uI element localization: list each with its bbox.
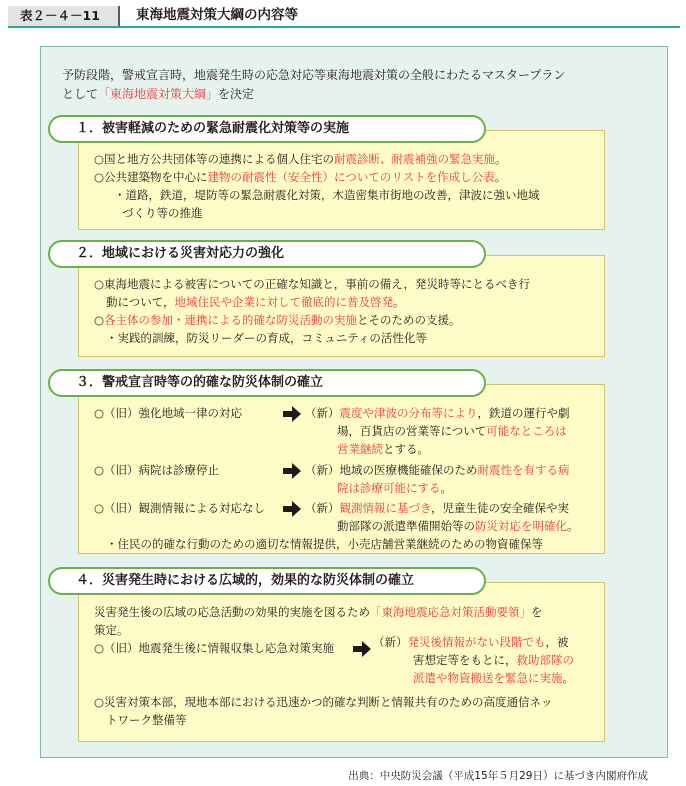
section-3-new-2-line-2: 院は診療可能にする。 xyxy=(337,481,452,495)
section-2-line-4: ・実践的訓練，防災リーダーの育成，コミュニティの活性化等 xyxy=(106,331,427,345)
section-2-title: ２．地域における災害対応力の強化 xyxy=(48,240,486,268)
section-4-line-2: 策定。 xyxy=(94,623,129,637)
section-3-new-1-line-3: 営業継続とする。 xyxy=(337,442,429,456)
table-title: 東海地震対策大綱の内容等 xyxy=(136,7,298,23)
section-2-line-1: ○東海地震による被害についての正確な知識と，事前の備え，発災時等にとるべき行 xyxy=(94,277,530,291)
table-header xyxy=(0,0,686,32)
section-3-new-3-line-1: （新）観測情報に基づき，児童生徒の安全確保や実 xyxy=(305,501,570,515)
section-4-new-line-3: 派遣や物資搬送を緊急に実施。 xyxy=(413,671,574,685)
section-3-new-2-line-1: （新）地域の医療機能確保のため耐震性を有する病 xyxy=(305,463,570,477)
section-4-last-line-1: ○災害対策本部，現地本部における迅速かつ的確な判断と情報共有のための高度通信ネッ xyxy=(94,695,553,709)
section-4-new-line-1: （新）発災後情報がない段階でも，被 xyxy=(373,635,569,649)
intro-line-1: 予防段階，警戒宣言時，地震発生時の応急対応等東海地震対策の全般にわたるマスタープラン xyxy=(62,68,566,82)
intro-highlight: 「東海地震対策大綱」 xyxy=(98,87,219,101)
section-3-title: ３．警戒宣言時等の的確な防災体制の確立 xyxy=(48,369,486,397)
section-4-line-1: 災害発生後の広域の応急活動の効果的実施を図るため「東海地震応急対策活動要領」を xyxy=(94,605,543,619)
table-number-tab xyxy=(8,6,120,26)
section-1-line-4: づくり等の推進 xyxy=(122,206,203,220)
section-3-old-1: ○（旧）強化地域一律の対応 xyxy=(94,406,243,420)
right-arrow-icon xyxy=(283,501,301,517)
header-divider xyxy=(8,26,680,28)
intro-line-2: として「東海地震対策大綱」を決定 xyxy=(62,87,255,101)
section-3-new-1-line-2: 場，百貨店の営業等について可能なところは xyxy=(337,424,567,438)
section-1-line-3: ・道路，鉄道，堤防等の緊急耐震化対策，木造密集市街地の改善，津波に強い地域 xyxy=(114,188,540,202)
intro-text xyxy=(62,66,652,104)
section-4-old: ○（旧）地震発生後に情報収集し応急対策実施 xyxy=(94,641,335,655)
section-3-old-2: ○（旧）病院は診療停止 xyxy=(94,463,220,477)
section-4-last-line-2: トワーク整備等 xyxy=(106,713,187,727)
section-2-line-2: 動について，地域住民や企業に対して徹底的に普及啓発。 xyxy=(106,295,405,309)
section-4-title: ４．災害発生時における広域的，効果的な防災体制の確立 xyxy=(48,567,486,595)
section-1-title: １．被害軽減のための緊急耐震化対策等の実施 xyxy=(48,115,486,143)
right-arrow-icon xyxy=(283,463,301,479)
section-3-new-3-line-2: 動部隊の派遣準備開始等の防災対応を明確化。 xyxy=(337,519,579,533)
table-number: 表２－４－11 xyxy=(20,8,100,23)
section-3-footer: ・住民の的確な行動のための適切な情報提供，小売店舗営業継続のための物資確保等 xyxy=(106,537,543,551)
source-note: 出典：中央防災会議（平成15年５月29日）に基づき内閣府作成 xyxy=(348,770,648,782)
section-1-line-1: ○国と地方公共団体等の連携による個人住宅の耐震診断、耐震補強の緊急実施。 xyxy=(94,152,507,166)
right-arrow-icon xyxy=(283,406,301,422)
section-1-line-2: ○公共建築物を中心に建物の耐震性（安全性）についてのリストを作成し公表。 xyxy=(94,170,507,184)
right-arrow-icon xyxy=(353,641,371,657)
section-3-old-3: ○（旧）観測情報による対応なし xyxy=(94,501,266,515)
section-2-line-3: ○各主体の参加・連携による的確な防災活動の実施とそのための支援。 xyxy=(94,313,461,327)
section-4-new-line-2: 害想定等をもとに，救助部隊の xyxy=(413,653,574,667)
section-3-new-1-line-1: （新）震度や津波の分布等により，鉄道の運行や劇 xyxy=(305,406,570,420)
